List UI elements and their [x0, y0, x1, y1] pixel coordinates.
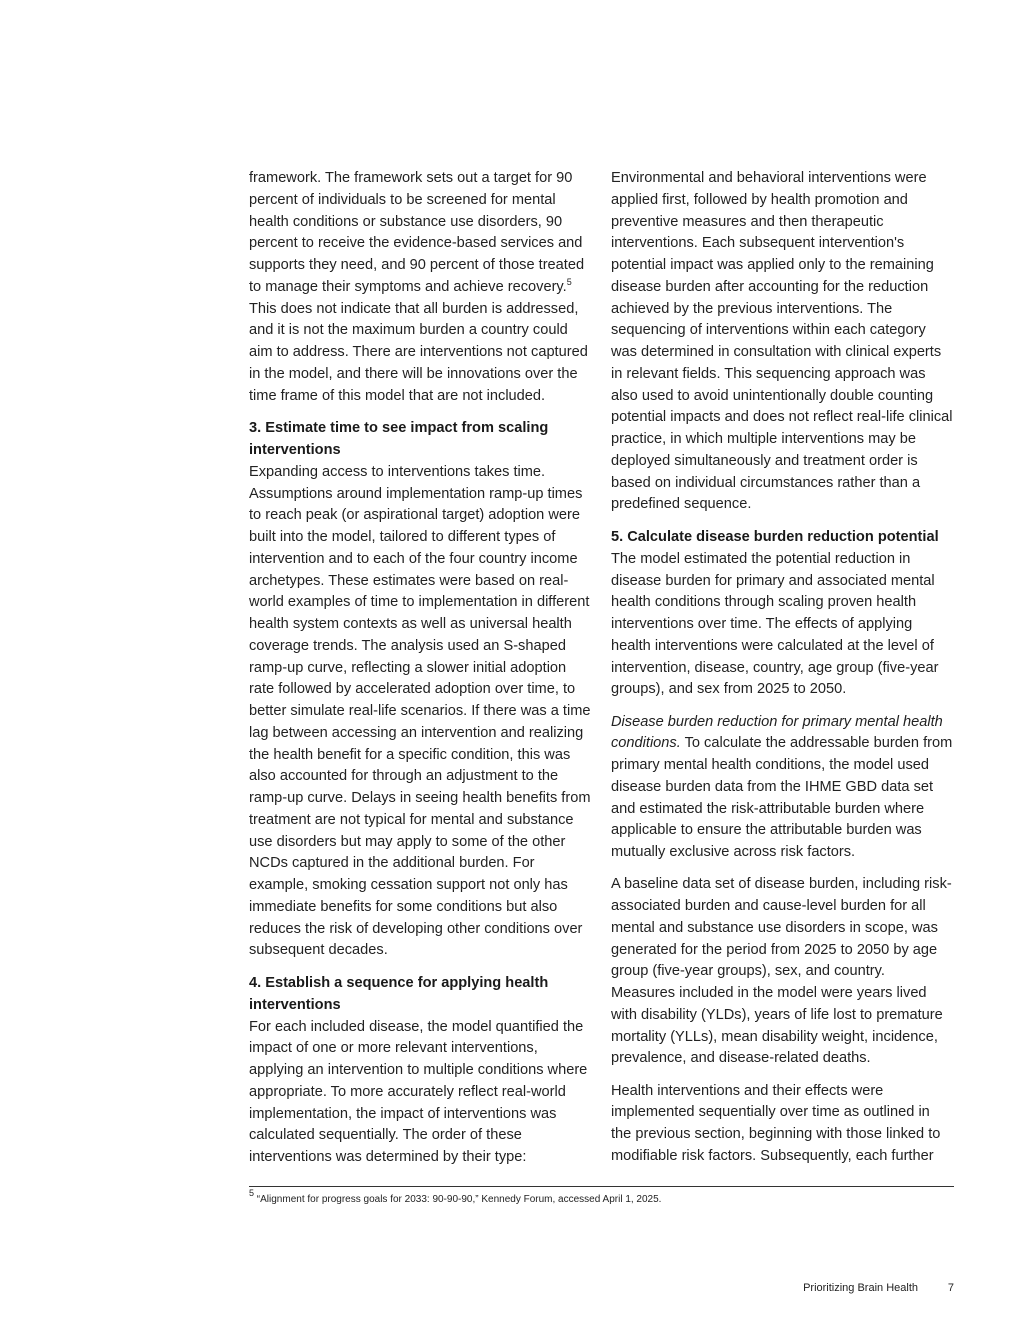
- intro-text: framework. The framework sets out a target for 90 percent of individuals to be screened for mental health conditions or substance use disorders, 90 percent to receive the evidence-based services and supports they need, and 90 percent of those treated to manage their symptoms and achieve recovery.: [249, 170, 585, 295]
- page-number: 7: [947, 1282, 954, 1294]
- footnote-text: “Alignment for progress goals for 2033: 90-90-90,” Kennedy Forum, accessed April 1, 2025.: [254, 1194, 662, 1205]
- footnote: [249, 1188, 662, 1206]
- section-4-heading: 4. Establish a sequence for applying health interventions: [249, 975, 549, 1013]
- footnote-marker: 5: [249, 1188, 255, 1198]
- primary-burden-paragraph: [611, 712, 953, 864]
- primary-burden-body: To calculate the addressable burden from primary mental health conditions, the model used disease burden data from the IHME GBD data set and estimated the risk-attributable burden where applicable to ensure the attributable burden was mutually exclusive across risk factors.: [611, 735, 953, 860]
- intro-paragraph: [249, 168, 595, 407]
- section-4-body: For each included disease, the model quantified the impact of one or more relevant interventions, applying an intervention to multiple conditions where appropriate. To more accurately reflect real-world implementation, the impact of interventions was calculated sequentially. The order of these interventions was determined by their type:: [249, 1018, 588, 1165]
- left-column: [249, 168, 595, 1169]
- intro-text-continued: This does not indicate that all burden is addressed, and it is not the maximum burden a country could aim to address. There are interventions not captured in the model, and there will be innovations over the time frame of this model that are not included.: [249, 300, 588, 404]
- right-column: [611, 168, 953, 1168]
- section-5-heading: 5. Calculate disease burden reduction potential: [611, 529, 939, 545]
- section-3-body: Expanding access to interventions takes time. Assumptions around implementation ramp-up times to reach peak (or aspirational target) adoption were built into the model, tailored to different types of intervention and to each of the four country income archetypes. These estimates were based on real-world examples of time to implementation in different health system contexts as well as universal health coverage trends. The analysis used an S-shaped ramp-up curve, reflecting a slower initial adoption rate followed by accelerated adoption over time, to better simulate real-life scenarios. If there was a time lag between accessing an intervention and realizing the health benefit for a specific condition, this was also accounted for through an adjustment to the ramp-up curve. Delays in seeing health benefits from treatment are not typical for mental and substance use disorders but may apply to some of the other NCDs captured in the additional burden. For example, smoking cessation support not only has immediate benefits for some conditions but also reduces the risk of developing other conditions over subsequent decades.: [249, 463, 591, 959]
- footnote-divider: [249, 1186, 954, 1187]
- footer-title: Prioritizing Brain Health: [803, 1282, 918, 1294]
- section-4-continued: Environmental and behavioral interventions were applied first, followed by health promotion and preventive measures and then therapeutic interventions. Each subsequent intervention's potential impact was applied only to the remaining disease burden after accounting for the reduction achieved by the previous interventions. The sequencing of interventions within each category was determined in consultation with clinical experts in relevant fields. This sequencing approach was also used to avoid unintentionally double counting potential impacts and does not reflect real-life clinical practice, in which multiple interventions may be deployed simultaneously and treatment order is based on individual circumstances rather than a predefined sequence.: [611, 170, 953, 513]
- baseline-paragraph: A baseline data set of disease burden, including risk-associated burden and cause-level burden for all mental and substance use disorders in scope, was generated for the period from 2025 to 2050 by age group (five-year groups), sex, and country. Measures included in the model were years lived with disability (YLDs), years of life lost to premature mortality (YLLs), mean disability weight, incidence, prevalence, and disease-related deaths.: [611, 876, 952, 1067]
- primary-burden-lead: Disease burden reduction for primary mental health conditions.: [611, 713, 943, 752]
- section-3-heading: 3. Estimate time to see impact from scaling interventions: [249, 420, 549, 458]
- implementation-paragraph: Health interventions and their effects were implemented sequentially over time as outlined in the previous section, beginning with those linked to modifiable risk factors. Subsequently, each further: [611, 1082, 941, 1164]
- footnote-reference[interactable]: 5: [566, 276, 572, 287]
- section-5-body: The model estimated the potential reduction in disease burden for primary and associated mental health conditions through scaling proven health interventions over time. The effects of applying health interventions were calculated at the level of intervention, disease, country, age group (five-year groups), and sex from 2025 to 2050.: [611, 550, 939, 698]
